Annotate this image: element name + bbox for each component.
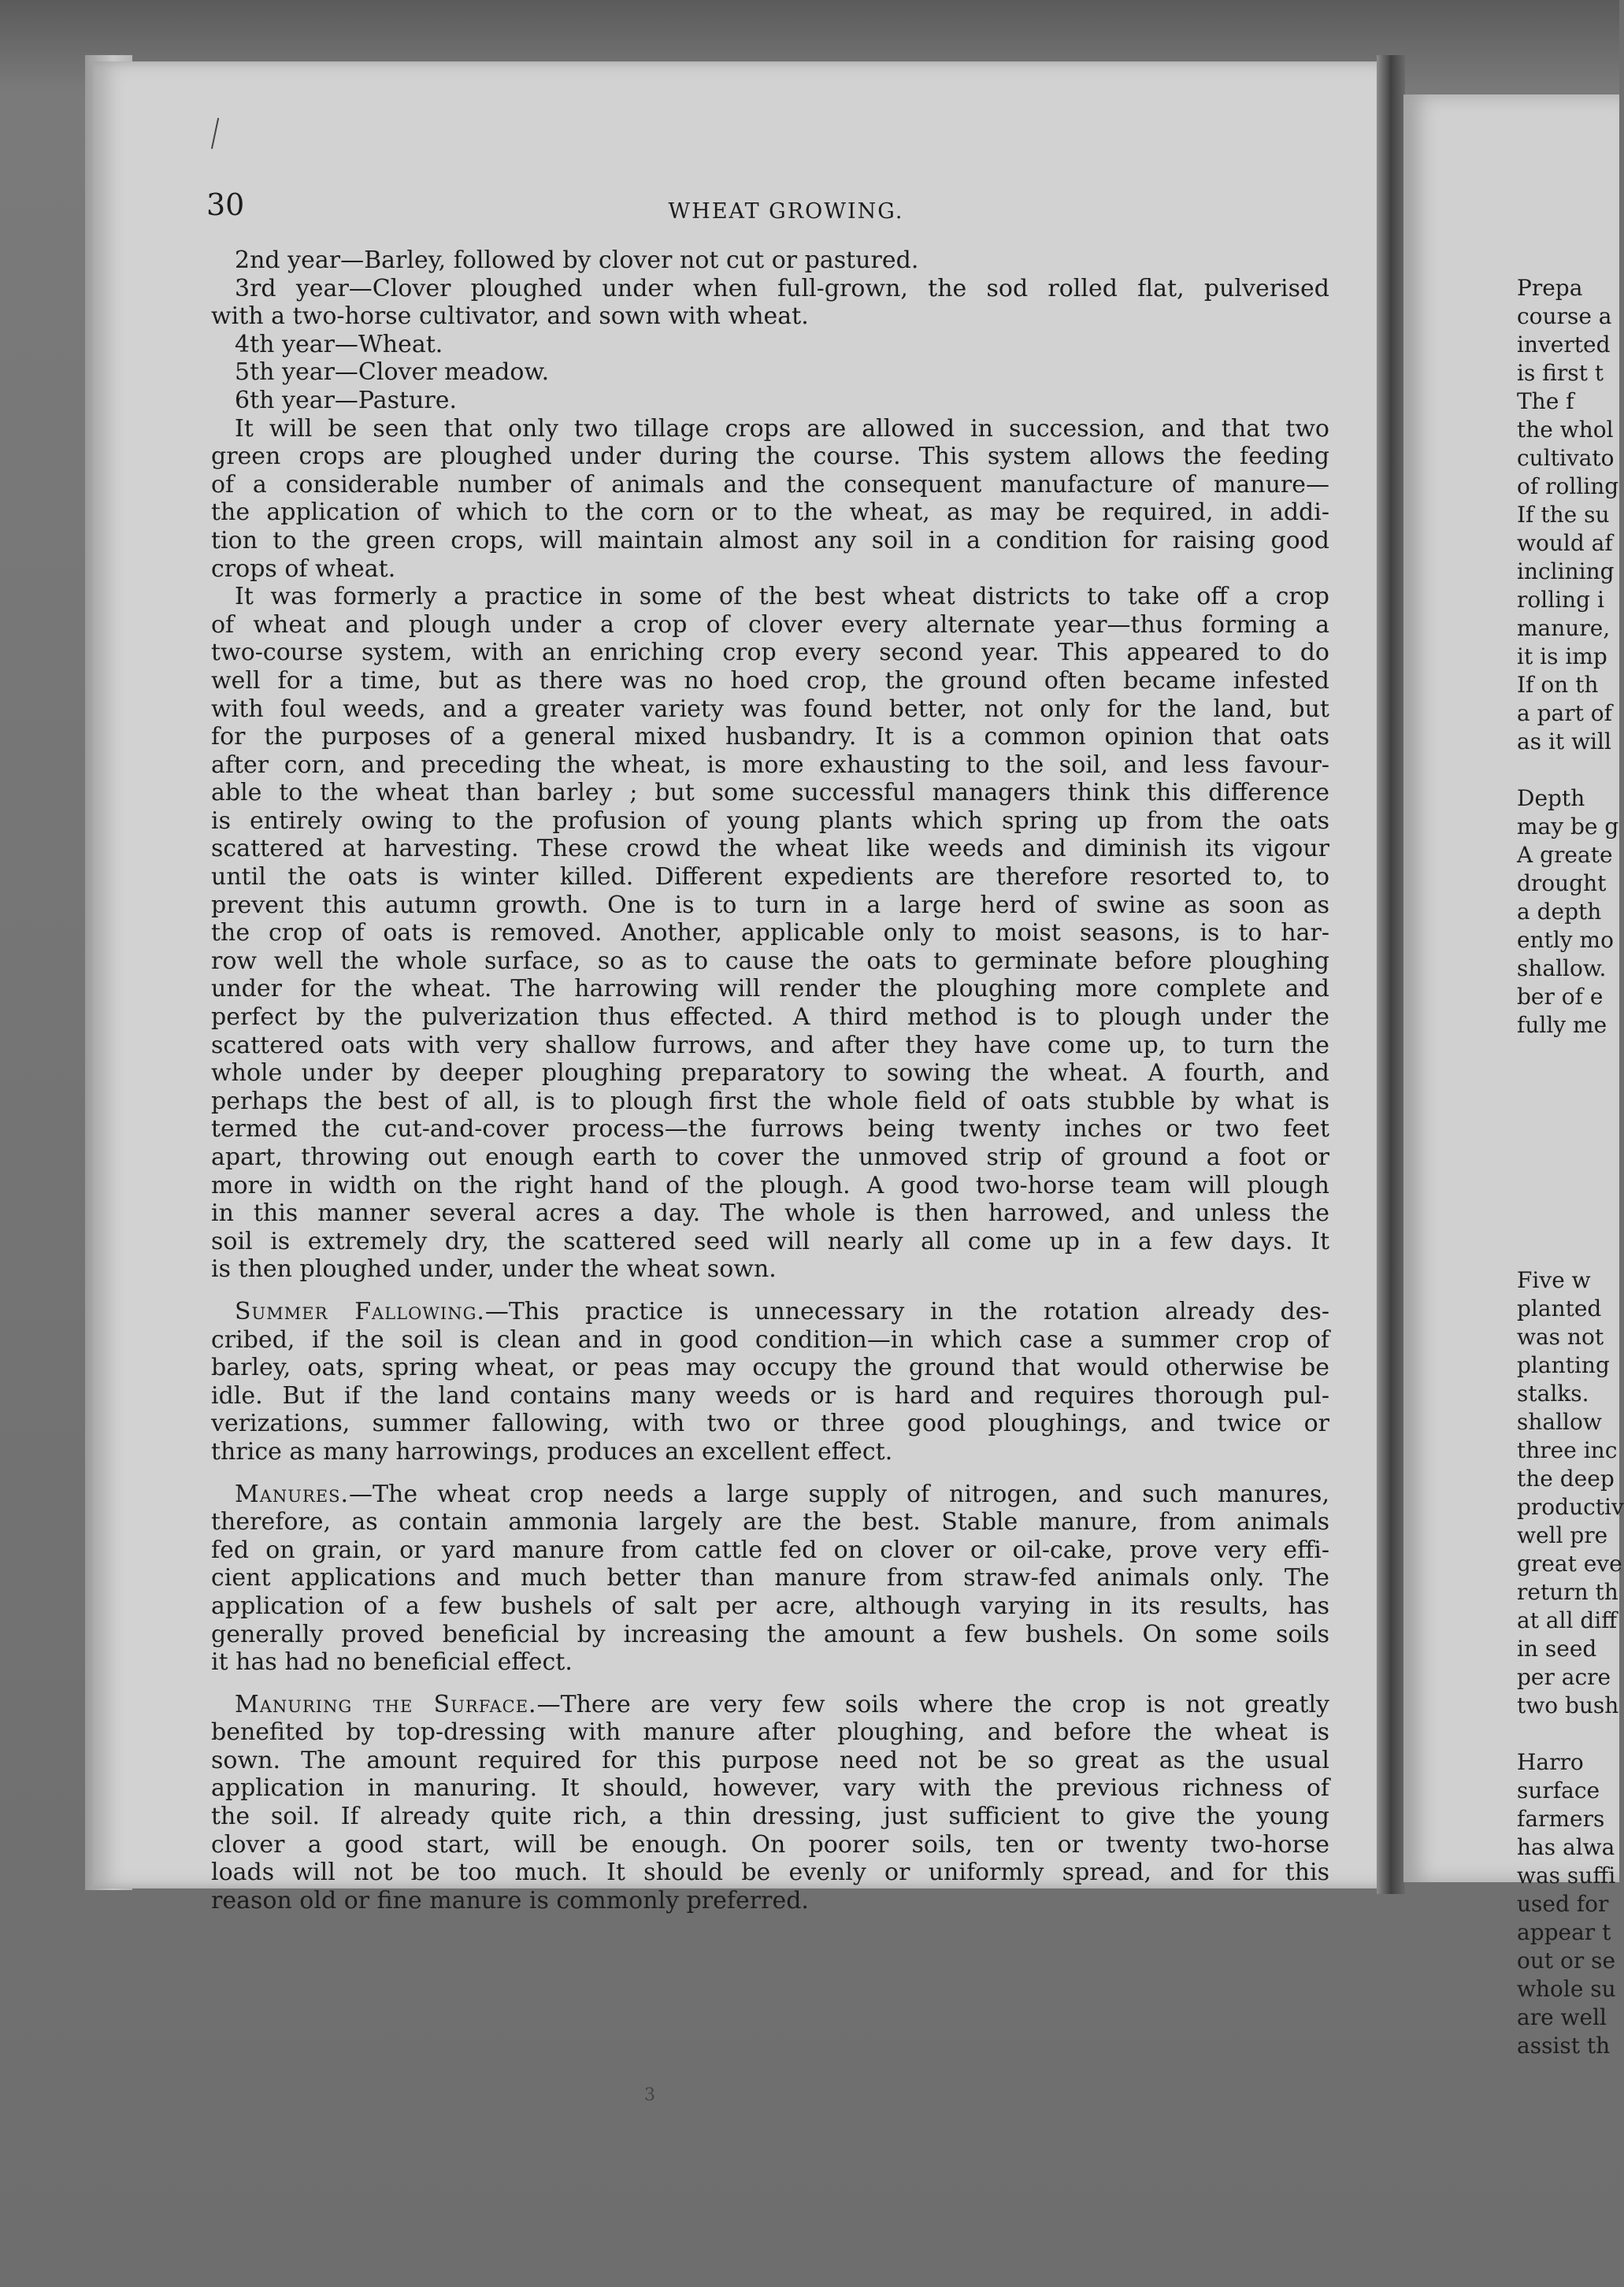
- text-line: [211, 1298, 1329, 1326]
- text-line: whole under by deeper ploughing preparatory to sowing the wheat. A fourth, and: [211, 1059, 1329, 1088]
- right-text-fragment: out or se: [1517, 1948, 1616, 1974]
- right-page: [1403, 95, 1624, 2059]
- right-text-fragment: would af: [1517, 530, 1613, 556]
- right-text-fragment: [1517, 1720, 1624, 1748]
- left-page: [93, 61, 1385, 2105]
- right-text-fragment: inverted: [1517, 332, 1611, 358]
- right-text-fragment: stalks.: [1517, 1381, 1589, 1407]
- text-line: application in manuring. It should, however, vary with the previous richness of: [211, 1774, 1329, 1803]
- right-text-fragment: rolling i: [1517, 587, 1604, 613]
- right-text-fragment: is first t: [1517, 360, 1604, 386]
- text-line: after corn, and preceding the wheat, is more exhausting to the soil, and less favour-: [211, 751, 1329, 779]
- right-text-fragment: per acre: [1517, 1664, 1611, 1690]
- section-heading: Manuring the Surface.: [235, 1690, 537, 1718]
- right-text-fragment: If on th: [1517, 672, 1599, 698]
- right-text-fragment: it is imp: [1517, 643, 1607, 669]
- right-text-fragment: A greate: [1517, 842, 1613, 868]
- right-text-fragment: three inc: [1517, 1437, 1618, 1463]
- text-line: until the oats is winter killed. Different expedients are therefore resorted to, to: [211, 863, 1329, 891]
- right-text-fragment: [1517, 1125, 1624, 1153]
- right-text-fragment: Prepa: [1517, 275, 1583, 301]
- text-line: cribed, if the soil is clean and in good condition—in which case a summer crop of: [211, 1325, 1329, 1354]
- text-line: the soil. If already quite rich, a thin dressing, just sufficient to give the young: [211, 1803, 1329, 1831]
- text-line: of a considerable number of animals and the consequent manufacture of manure—: [211, 470, 1329, 499]
- text-line: 4th year—Wheat.: [235, 330, 443, 358]
- text-line: clover a good start, will be enough. On poorer soils, ten or twenty two-horse: [211, 1830, 1329, 1859]
- text-run: —There are very few soils where the crop is not greatly: [536, 1690, 1329, 1718]
- text-line: with a two-horse cultivator, and sown with wheat.: [211, 302, 809, 331]
- text-line: the application of which to the corn or to the wheat, as may be required, in addi-: [211, 499, 1329, 527]
- paragraph-gap: [211, 1466, 1329, 1481]
- text-line: [211, 1481, 1329, 1509]
- right-text-fragment: surface: [1517, 1777, 1600, 1803]
- right-text-fragment: [1517, 756, 1624, 784]
- text-line: under for the wheat. The harrowing will render the ploughing more complete and: [211, 975, 1329, 1003]
- text-line: prevent this autumn growth. One is to turn in a large herd of swine as soon as: [211, 891, 1329, 919]
- section-manures: [211, 1481, 1329, 1677]
- right-text-fragment: a depth: [1517, 899, 1602, 925]
- right-text-fragment: manure,: [1517, 615, 1611, 641]
- right-text-fragment: planting: [1517, 1352, 1610, 1378]
- right-text-fragment: shallow.: [1517, 955, 1607, 981]
- running-head: [206, 187, 1329, 246]
- text-line: well for a time, but as there was no hoed crop, the ground often became infested: [211, 666, 1329, 695]
- text-line: generally proved beneficial by increasing the amount a few bushels. On some soils: [211, 1620, 1329, 1648]
- right-text-fragment: return th: [1517, 1579, 1618, 1605]
- rotation-list: [211, 246, 1329, 415]
- text-line: is then ploughed under, under the wheat sown.: [211, 1255, 777, 1284]
- text-line: for the purposes of a general mixed husbandry. It is a common opinion that oats: [211, 723, 1329, 751]
- text-line: perfect by the pulverization thus effected. A third method is to plough under the: [211, 1003, 1329, 1032]
- signature-mark: 3: [644, 2085, 655, 2105]
- right-text-fragment: well pre: [1517, 1522, 1608, 1548]
- text-line: idle. But if the land contains many weeds or is hard and requires thorough pul-: [211, 1381, 1329, 1410]
- text-line: sown. The amount required for this purpose need not be so great as the usual: [211, 1746, 1329, 1774]
- text-line: thrice as many harrowings, produces an excellent effect.: [211, 1437, 893, 1466]
- right-text-fragment: the deep: [1517, 1466, 1615, 1492]
- right-text-fragment: has alwa: [1517, 1834, 1615, 1860]
- text-line: of wheat and plough under a crop of clover every alternate year—thus forming a: [211, 610, 1329, 639]
- section-summer-fallowing: [211, 1298, 1329, 1466]
- text-line: the crop of oats is removed. Another, applicable only to moist seasons, is to har-: [211, 919, 1329, 947]
- text-line: verizations, summer fallowing, with two or three good ploughings, and twice or: [211, 1410, 1329, 1438]
- right-text-fragment: great eve: [1517, 1551, 1622, 1577]
- right-text-fragment: appear t: [1517, 1919, 1611, 1945]
- right-text-fragment: was suffi: [1517, 1863, 1616, 1889]
- text-line: green crops are ploughed under during the course. This system allows the feeding: [211, 443, 1329, 471]
- right-text-fragment: [1517, 1068, 1624, 1096]
- text-line: crops of wheat.: [211, 554, 396, 583]
- text-run: —This practice is unnecessary in the rotation already des-: [484, 1297, 1329, 1325]
- right-text-fragment: If the su: [1517, 502, 1610, 528]
- paragraph-former-practice: [211, 583, 1329, 1284]
- right-text-fragment: at all diff: [1517, 1607, 1618, 1633]
- text-line: row well the whole surface, so as to cause the oats to germinate before ploughing: [211, 947, 1329, 975]
- text-line: two-course system, with an enriching crop every second year. This appeared to do: [211, 639, 1329, 667]
- right-text-fragment: [1517, 1096, 1624, 1125]
- text-line: able to the wheat than barley ; but some successful managers think this difference: [211, 779, 1329, 807]
- text-line: benefited by top-dressing with manure after ploughing, and before the wheat is: [211, 1718, 1329, 1747]
- book-gutter: [1377, 55, 1405, 1894]
- right-text-fragment: two bush: [1517, 1692, 1619, 1718]
- right-text-fragment: [1517, 1181, 1624, 1210]
- right-text-fragment: fully me: [1517, 1012, 1607, 1038]
- right-text-fragment: of rolling: [1517, 473, 1619, 499]
- text-line: It will be seen that only two tillage crops are allowed in succession, and that two: [235, 414, 1329, 443]
- text-line: barley, oats, spring wheat, or peas may occupy the ground that would otherwise be: [211, 1354, 1329, 1382]
- right-text-fragment: Depth: [1517, 785, 1585, 811]
- right-text-fragment: shallow: [1517, 1409, 1602, 1435]
- text-line: therefore, as contain ammonia largely are the best. Stable manure, from animals: [211, 1508, 1329, 1536]
- text-line: scattered at harvesting. These crowd the wheat like weeds and diminish its vigour: [211, 835, 1329, 863]
- right-text-fragment: planted: [1517, 1295, 1602, 1321]
- right-text-fragment: inclining: [1517, 558, 1615, 584]
- text-line: more in width on the right hand of the plough. A good two-horse team will plough: [211, 1171, 1329, 1199]
- right-text-fragment: are well: [1517, 2004, 1607, 2030]
- text-line: termed the cut-and-cover process—the furrows being twenty inches or two feet: [211, 1115, 1329, 1144]
- section-heading: Manures.: [235, 1480, 350, 1508]
- text-line: application of a few bushels of salt per acre, although varying in its results, has: [211, 1592, 1329, 1620]
- right-text-fragment: [1517, 1210, 1624, 1238]
- right-page-fragments: [1517, 274, 1624, 2060]
- text-line: loads will not be too much. It should be evenly or uniformly spread, and for this: [211, 1859, 1329, 1887]
- paragraph-gap: [211, 1677, 1329, 1691]
- paragraph-tillage-crops: [211, 415, 1329, 584]
- right-text-fragment: was not: [1517, 1324, 1604, 1350]
- text-line: 6th year—Pasture.: [235, 386, 458, 414]
- text-line: apart, throwing out enough earth to cover the unmoved strip of ground a foot or: [211, 1144, 1329, 1171]
- section-manuring-surface: [211, 1691, 1329, 1915]
- text-line: is entirely owing to the profusion of young plants which spring up from the oats: [211, 806, 1329, 835]
- text-line: soil is extremely dry, the scattered seed will nearly all come up in a few days. It: [211, 1227, 1329, 1255]
- page-number: 30: [206, 187, 245, 222]
- text-line: reason old or fine manure is commonly preferred.: [211, 1886, 809, 1914]
- right-text-fragment: [1517, 1153, 1624, 1181]
- right-text-fragment: ber of e: [1517, 984, 1604, 1010]
- text-line: 3rd year—Clover ploughed under when full-grown, the sod rolled flat, pulverised: [235, 274, 1329, 302]
- right-text-fragment: [1517, 1238, 1624, 1266]
- right-text-fragment: farmers: [1517, 1806, 1605, 1832]
- right-text-fragment: assist th: [1517, 2033, 1611, 2059]
- text-line: in this manner several acres a day. The whole is then harrowed, and unless the: [211, 1199, 1329, 1228]
- right-text-fragment: may be g: [1517, 814, 1619, 840]
- text-line: tion to the green crops, will maintain almost any soil in a condition for raising good: [211, 526, 1329, 554]
- text-line: 2nd year—Barley, followed by clover not cut or pastured.: [235, 246, 919, 274]
- text-line: [211, 1691, 1329, 1719]
- right-text-fragment: cultivato: [1517, 445, 1615, 471]
- right-text-fragment: as it will: [1517, 728, 1611, 754]
- right-text-fragment: used for: [1517, 1891, 1609, 1917]
- text-run: —The wheat crop needs a large supply of nitrogen, and such manures,: [349, 1480, 1329, 1508]
- text-line: scattered oats with very shallow furrows, and after they have come up, to turn the: [211, 1031, 1329, 1059]
- right-text-fragment: Harro: [1517, 1749, 1584, 1775]
- text-line: it has had no beneficial effect.: [211, 1648, 573, 1677]
- right-text-fragment: ently mo: [1517, 927, 1614, 953]
- right-text-fragment: drought: [1517, 870, 1607, 896]
- right-text-fragment: whole su: [1517, 1976, 1616, 2002]
- section-heading: Summer Fallowing.: [235, 1297, 485, 1325]
- right-text-fragment: a part of: [1517, 700, 1612, 726]
- text-line: fed on grain, or yard manure from cattle fed on clover or oil-cake, prove very effi-: [211, 1536, 1329, 1564]
- right-text-fragment: in seed: [1517, 1636, 1597, 1662]
- right-text-fragment: The f: [1517, 388, 1574, 414]
- left-page-text: [206, 187, 1329, 1914]
- text-line: cient applications and much better than manure from straw-fed animals only. The: [211, 1564, 1329, 1592]
- paragraph-gap: [211, 1284, 1329, 1298]
- right-text-fragment: Five w: [1517, 1267, 1591, 1293]
- text-line: It was formerly a practice in some of the best wheat districts to take off a crop: [235, 583, 1329, 611]
- right-text-fragment: [1517, 1040, 1624, 1068]
- text-line: perhaps the best of all, is to plough first the whole field of oats stubble by what is: [211, 1087, 1329, 1115]
- text-line: with foul weeds, and a greater variety was found better, not only for the land, but: [211, 695, 1329, 723]
- text-line: 5th year—Clover meadow.: [235, 358, 550, 387]
- right-text-fragment: course a: [1517, 303, 1612, 329]
- right-text-fragment: productiv: [1517, 1494, 1624, 1520]
- page-title: WHEAT GROWING.: [668, 199, 904, 224]
- right-text-fragment: the whol: [1517, 417, 1614, 443]
